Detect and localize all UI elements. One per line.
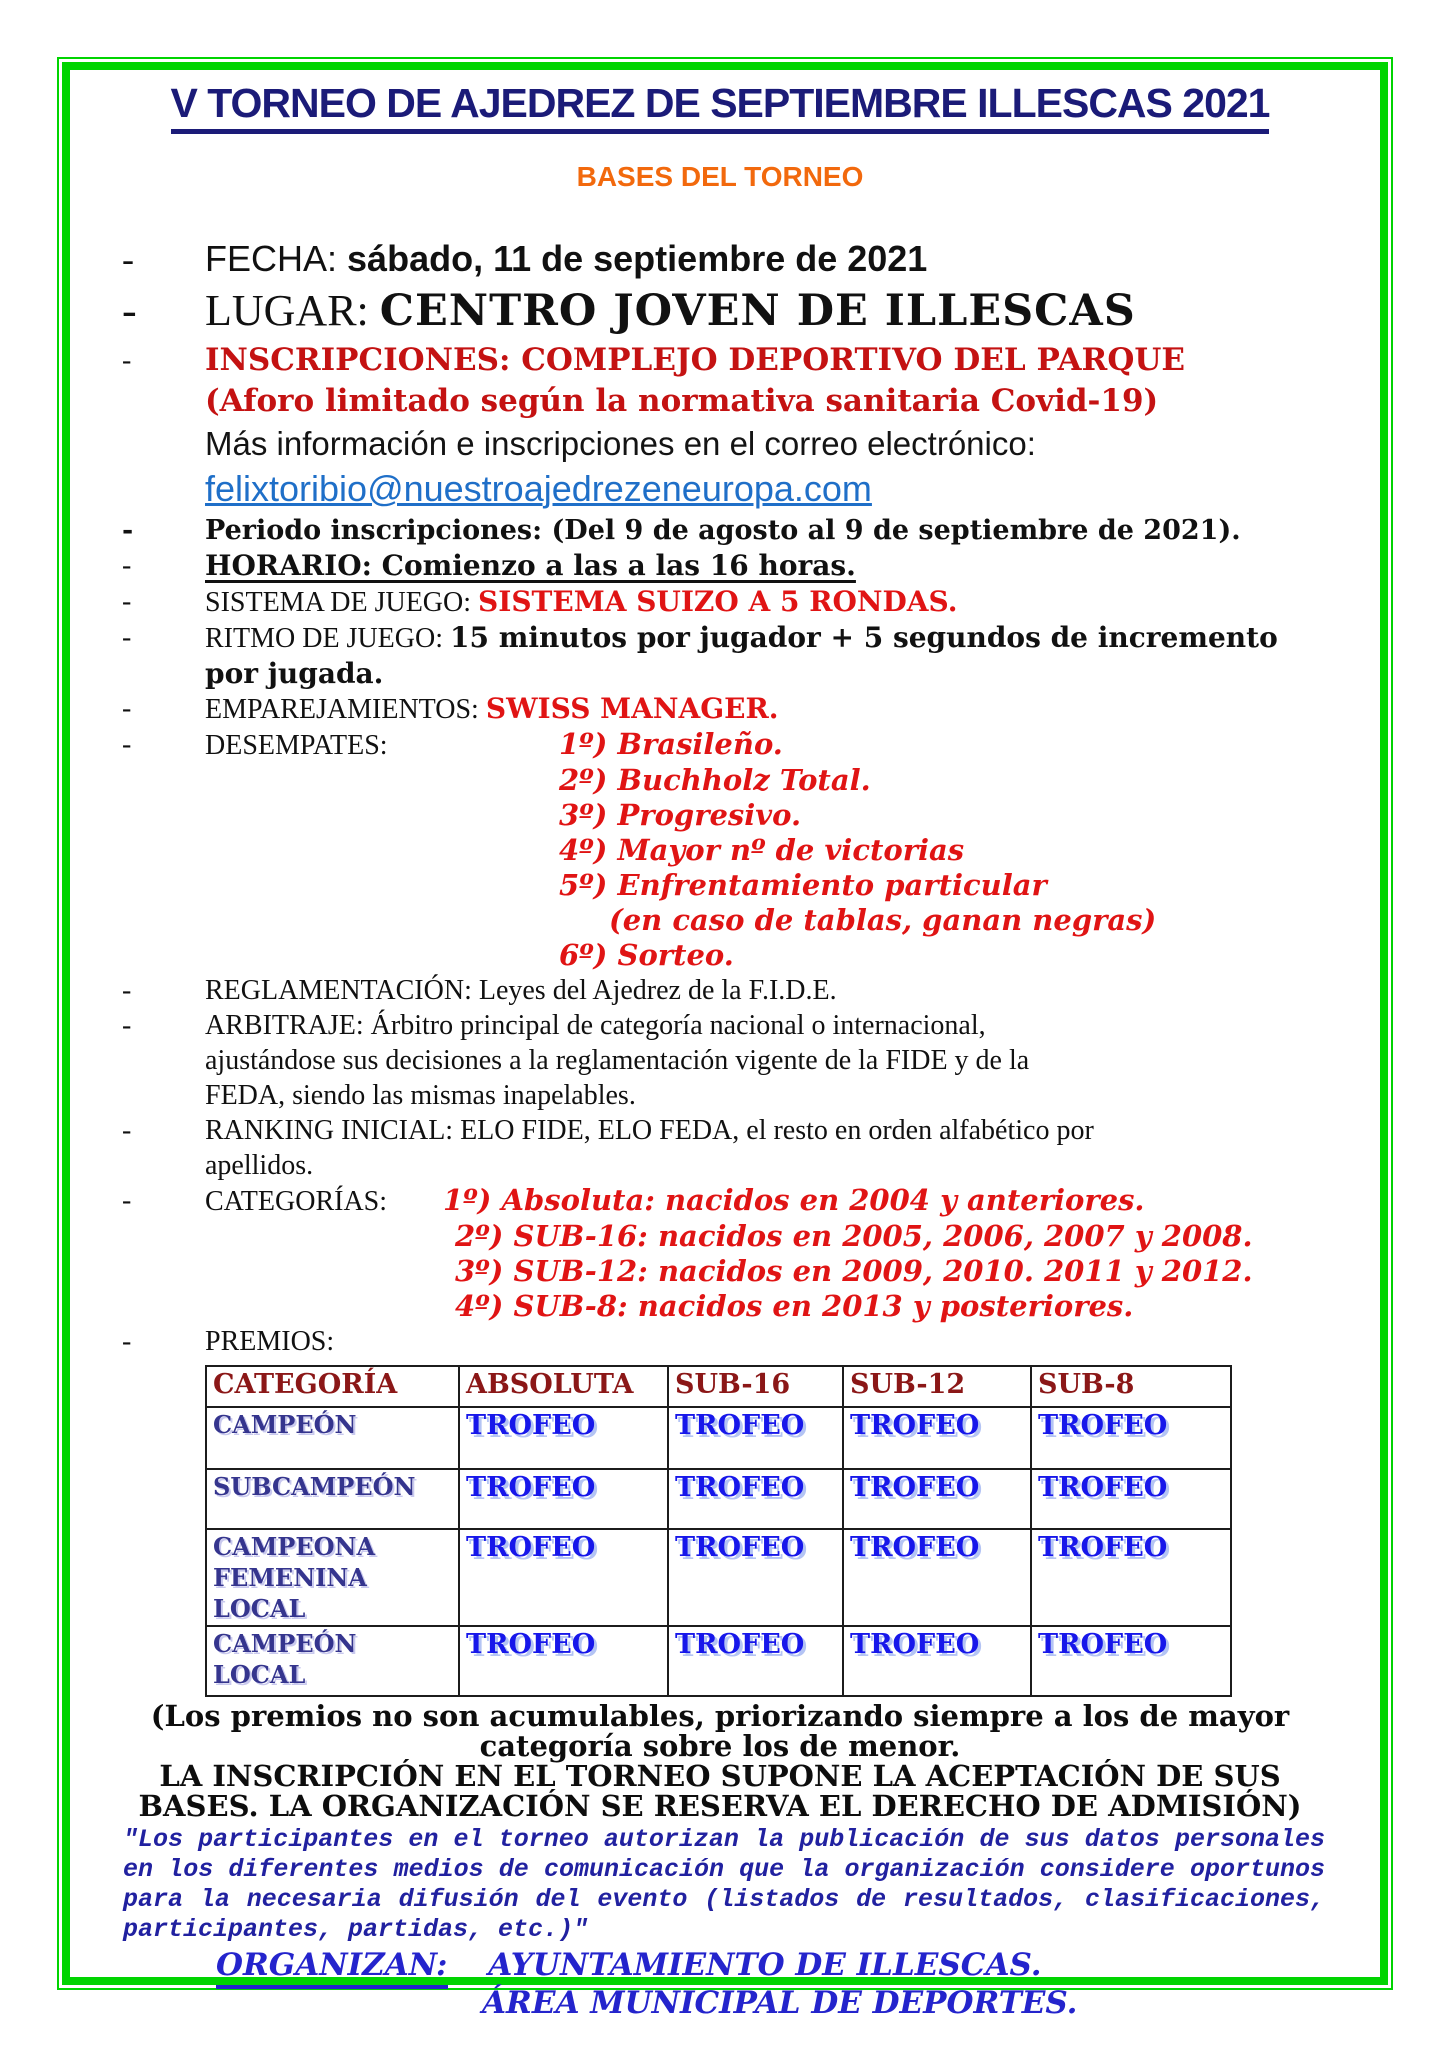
lugar-body [205, 282, 1370, 340]
arbitraje-item [70, 1008, 1370, 1113]
green-double-border [57, 57, 1393, 2021]
table-row [206, 1529, 1231, 1626]
email-link[interactable]: felixtoribio@nuestroajedrezeneuropa.com [205, 468, 872, 509]
fecha-item [70, 236, 1370, 282]
list-dash: - [122, 586, 132, 617]
admission-note-line1: LA INSCRIPCIÓN EN EL TORNEO SUPONE LA ACEPTACIÓN DE SUS [159, 1759, 1281, 1793]
ranking-line2: apellidos. [205, 1150, 314, 1181]
sistema-item [70, 584, 1370, 620]
arbitraje-line3: FEDA, siendo las mismas inapelables. [205, 1080, 636, 1111]
ritmo-item [70, 620, 1370, 691]
list-dash: - [122, 239, 134, 279]
organizan-label: ORGANIZAN: [216, 1947, 448, 1989]
prize-table [205, 1365, 1232, 1697]
list-dash: - [122, 515, 134, 546]
email-info-text: Más información e inscripciones en el correo electrónico: [205, 425, 1036, 462]
prize-table-header-row [206, 1366, 1231, 1407]
categorias-item-3: 3º) SUB-12: nacidos en 2009, 2010. 2011 y 2012. [455, 1254, 1253, 1288]
ritmo-label: RITMO DE JUEGO: [205, 623, 450, 654]
prize-cell: TROFEO [459, 1407, 668, 1469]
inscripciones-line2: (Aforo limitado según la normativa sanitaria Covid-19) [205, 383, 1159, 419]
col-header-absoluta: ABSOLUTA [459, 1366, 668, 1407]
organizer-ayuntamiento: AYUNTAMIENTO DE ILLESCAS. [488, 1947, 1042, 1983]
col-header-sub8: SUB-8 [1031, 1366, 1231, 1407]
prize-cell: TROFEO [843, 1626, 1031, 1696]
arbitraje-line2: ajustándose sus decisiones a la reglamentación vigente de la FIDE y de la [205, 1045, 1030, 1076]
sistema-value: SISTEMA SUIZO A 5 RONDAS. [478, 585, 958, 618]
desempates-item-3: 3º) Progresivo. [559, 798, 802, 832]
inscripciones-line1: INSCRIPCIONES: COMPLEJO DEPORTIVO DEL PARQUE [205, 342, 1185, 378]
lugar-value: CENTRO JOVEN DE ILLESCAS [379, 286, 1136, 336]
organizer-area-row [482, 1987, 1370, 2019]
desempates-item-2: 2º) Buchholz Total. [559, 763, 871, 797]
periodo-text: Periodo inscripciones: (Del 9 de agosto al 9 de septiembre de 2021). [205, 515, 1241, 546]
data-privacy-disclaimer: "Los participantes en el torneo autorizan la publicación de sus datos personales en los diferentes medios de comunicación que la organización considere oportunos para la necesaria difusión del evento (listados de resultados, clasificaciones, participantes, partidas, etc.)" [123, 1825, 1325, 1944]
list-dash: - [122, 1185, 132, 1216]
prize-cell: TROFEO [668, 1469, 843, 1529]
prize-cell: TROFEO [459, 1529, 668, 1626]
col-header-categoria: CATEGORÍA [206, 1366, 459, 1407]
prize-cell: TROFEO [843, 1529, 1031, 1626]
desempates-item-1: 1º) Brasileño. [559, 727, 783, 761]
desempates-item-5: 5º) Enfrentamiento particular [559, 868, 1047, 902]
list-dash: - [122, 1115, 132, 1146]
desempates-item-4: 4º) Mayor nº de victorias [559, 833, 965, 867]
prizes-note-line1: (Los premios no son acumulables, priorizando siempre a los de mayor [150, 1699, 1290, 1733]
desempates-item-6: 6º) Sorteo. [559, 938, 734, 972]
reglamentacion-text: REGLAMENTACIÓN: Leyes del Ajedrez de la F.I.D.E. [205, 975, 837, 1006]
page-title [70, 78, 1370, 128]
table-row [206, 1626, 1231, 1696]
premios-item [70, 1324, 1370, 1359]
desempates-item-5-note: (en caso de tablas, ganan negras) [609, 903, 1157, 937]
organizers-row [216, 1949, 1370, 1981]
categorias-item-1: 1º) Absoluta: nacidos en 2004 y anteriores. [443, 1183, 1145, 1217]
list-dash: - [122, 550, 132, 581]
list-dash: - [122, 1010, 132, 1041]
desempates-item [70, 727, 1370, 973]
emparejamientos-item [70, 691, 1370, 727]
ritmo-value-line2: por jugada. [205, 657, 384, 690]
prize-cell: TROFEO [1031, 1626, 1231, 1696]
list-dash: - [122, 975, 132, 1006]
poster-content [70, 78, 1380, 2021]
list-dash: - [122, 286, 137, 335]
inscripciones-body [205, 340, 1370, 513]
list-dash: - [122, 693, 132, 724]
categorias-item [70, 1183, 1370, 1324]
sistema-label: SISTEMA DE JUEGO: [205, 587, 479, 618]
row-label-campeon: CAMPEÓN [206, 1407, 459, 1469]
reglamentacion-item [70, 973, 1370, 1008]
page-subtitle: BASES DEL TORNEO [576, 161, 864, 192]
fecha-value: sábado, 11 de septiembre de 2021 [347, 238, 928, 279]
fecha-body [205, 236, 1370, 282]
emparejamientos-label: EMPAREJAMIENTOS: [205, 694, 486, 725]
lugar-label: LUGAR: [205, 286, 369, 335]
prize-cell: TROFEO [668, 1529, 843, 1626]
ranking-line1: RANKING INICIAL: ELO FIDE, ELO FEDA, el resto en orden alfabético por [205, 1115, 1094, 1146]
table-row [206, 1469, 1231, 1529]
row-label-campeon-local: CAMPEÓN LOCAL [206, 1626, 459, 1696]
periodo-item [70, 513, 1370, 548]
list-dash: - [122, 1326, 132, 1357]
premios-label: PREMIOS: [205, 1326, 335, 1357]
col-header-sub16: SUB-16 [668, 1366, 843, 1407]
lugar-item [70, 282, 1370, 340]
horario-item [70, 548, 1370, 584]
row-label-campeona-femenina-local: CAMPEONA FEMENINA LOCAL [206, 1529, 459, 1626]
prize-cell: TROFEO [459, 1469, 668, 1529]
prize-cell: TROFEO [1031, 1407, 1231, 1469]
emparejamientos-value: SWISS MANAGER. [485, 692, 779, 725]
prizes-note-line2: categoría sobre los de menor. [479, 1729, 961, 1763]
green-inner-border [62, 62, 1388, 2021]
admission-note-line2: BASES. LA ORGANIZACIÓN SE RESERVA EL DERECHO DE ADMISIÓN) [138, 1789, 1302, 1823]
ranking-item [70, 1113, 1370, 1183]
prize-cell: TROFEO [668, 1407, 843, 1469]
prize-cell: TROFEO [1031, 1469, 1231, 1529]
page-title-text: V TORNEO DE AJEDREZ DE SEPTIEMBRE ILLESCAS 2021 [171, 80, 1270, 134]
prize-cell: TROFEO [459, 1626, 668, 1696]
organizer-area-deportes: ÁREA MUNICIPAL DE DEPORTES. [482, 1985, 1078, 2021]
list-dash: - [122, 729, 132, 760]
arbitraje-line1: ARBITRAJE: Árbitro principal de categoría nacional o internacional, [205, 1010, 986, 1041]
prize-cell: TROFEO [843, 1407, 1031, 1469]
col-header-sub12: SUB-12 [843, 1366, 1031, 1407]
row-label-subcampeon: SUBCAMPEÓN [206, 1469, 459, 1529]
ritmo-value-line1: 15 minutos por jugador + 5 segundos de incremento [450, 621, 1278, 654]
table-row [206, 1407, 1231, 1469]
categorias-label: CATEGORÍAS: [205, 1186, 388, 1217]
prize-cell: TROFEO [843, 1469, 1031, 1529]
horario-text: HORARIO: Comienzo a las a las 16 horas. [205, 549, 856, 582]
inscripciones-item [70, 340, 1370, 513]
list-dash: - [122, 345, 132, 376]
list-dash: - [122, 622, 132, 653]
prize-cell: TROFEO [668, 1626, 843, 1696]
desempates-label: DESEMPATES: [205, 730, 388, 761]
categorias-item-2: 2º) SUB-16: nacidos en 2005, 2006, 2007 y 2008. [455, 1219, 1253, 1253]
prize-cell: TROFEO [1031, 1529, 1231, 1626]
fecha-label: FECHA: [205, 238, 338, 279]
categorias-item-4: 4º) SUB-8: nacidos en 2013 y posteriores. [455, 1289, 1134, 1323]
